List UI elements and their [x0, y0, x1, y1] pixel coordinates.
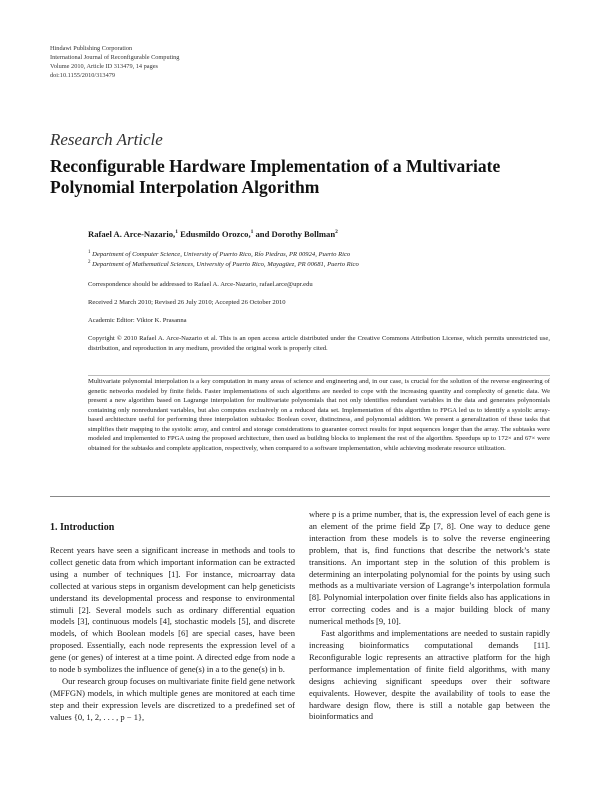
paragraph: Fast algorithms and implementations are needed to sustain rapidly increasing bioinformatics computational demands [11]. Reconfigurable logic represents an attractive platform for the high performance implementation of finite field algorithms, with many designs achieving significant speedups over their software equivalents. However, despite the availability of tools to ease the hardware design flow, there is still a notable gap between the bioinformatics and: [309, 628, 550, 722]
volume-info: Volume 2010, Article ID 313479, 14 pages: [50, 63, 158, 70]
right-column: [309, 509, 550, 723]
dates: Received 2 March 2010; Revised 26 July 2010; Accepted 26 October 2010: [88, 299, 286, 306]
paper-title: Reconfigurable Hardware Implementation of a Multivariate Polynomial Interpolation Algorithm: [50, 156, 501, 197]
affiliation: [88, 250, 550, 260]
left-column: [50, 545, 295, 724]
affiliation-mark: 2: [88, 259, 91, 265]
paragraph: where p is a prime number, that is, the expression level of each gene is an element of the prime field ℤp [7, 8]. One way to deduce gene interaction from these models is to solve the reverse engineering problem, that is, find functions that describe the network’s state transitions. An important step in the solution of this problem is determining an interpolating polynomial for the points by using such methods as a multivariate version of Lagrange’s interpolation formula [8]. Polynomial interpolation over finite fields also has applications in error correcting codes and is a major building block of many numerical methods [9, 10].: [309, 509, 550, 627]
author-name: and Dorothy Bollman: [253, 229, 336, 239]
abstract-divider: [88, 375, 550, 376]
journal-header: [50, 44, 179, 80]
copyright-notice: Copyright © 2010 Rafael A. Arce-Nazario et al. This is an open access article distributed under the Creative Commons Attribution License, which permits unrestricted use, distribution, and reproduction in any medium, provided the original work is properly cited.: [88, 335, 550, 352]
author-affil-mark: 1: [250, 229, 254, 236]
abstract: Multivariate polynomial interpolation is a key computation in many areas of science and engineering and, in our case, is crucial for the solution of the reverse engineering of genetic networks modeled by finite fields. Faster implementations of such algorithms are needed to cope with the increasing quantity and complexity of genetic data. We present a new algorithm based on Lagrange interpolation for multivariate polynomials that not only identifies redundant variables in the data and generates polynomials containing only nonredundant variables, but also computes exclusively on a reduced data set. Implementation of this algorithm to FPGA led us to identify a systolic array-based architecture useful for performing three interpolation subtasks: Boolean cover, distinctness, and polynomial addition. We present a generalization of these tasks that simplifies their mapping to the systolic array, and control and storage considerations to guarantee correct results for input sequences longer than the array. The subtasks were modeled and implemented to FPGA using the proposed architecture, then used as building blocks to implement the rest of the algorithm. Speedups up to 172× and 67× were obtained for the subtasks and complete application, respectively, when compared to a software implementation, while achieving moderate resource utilization.: [88, 378, 550, 452]
paragraph: Our research group focuses on multivariate finite field gene network (MFFGN) models, in which multiple genes are monitored at each time step and their expression levels are discretized to a predefined set of values {0, 1, 2, . . . , p − 1},: [50, 675, 295, 722]
correspondence: Correspondence should be addressed to Rafael A. Arce-Nazario, rafael.arce@upr.edu: [88, 281, 313, 288]
affiliation: [88, 260, 550, 270]
article-type: Research Article: [50, 130, 163, 149]
affiliation-text: Department of Mathematical Sciences, University of Puerto Rico, Mayagüez, PR 00681, Puerto Rico: [90, 260, 359, 268]
academic-editor: Academic Editor: Viktor K. Prasanna: [88, 317, 187, 324]
author-list: [88, 229, 338, 239]
doi: doi:10.1155/2010/313479: [50, 72, 116, 79]
author-name: Rafael A. Arce-Nazario,: [88, 229, 176, 239]
affiliation-text: Department of Computer Science, University of Puerto Rico, Río Piedras, PR 00924, Puerto Rico: [90, 251, 351, 258]
paragraph: Recent years have seen a significant increase in methods and tools to collect genetic data from which important information can be extracted using a number of techniques [1]. For instance, microarray data collected at various steps in organism development can help geneticists understand its developmental process and response to environmental stimuli [2]. Several models such as ordinary differential equation models [3], continuous models [4], stochastic models [5], and discrete models, of which Boolean models [6] are special cases, have been proposed. Essentially, each node represents the expression level of a gene (or genes) of interest at a time point. A directed edge from node a to node b symbolizes the influence of gene(s) in a to the gene(s) in b.: [50, 545, 295, 675]
author-affil-mark: 1: [175, 229, 178, 236]
section-title: 1. Introduction: [50, 522, 115, 533]
section-divider: [50, 496, 550, 497]
publisher: Hindawi Publishing Corporation: [50, 45, 133, 52]
author-affil-mark: 2: [335, 229, 338, 236]
affiliation-mark: 1: [88, 249, 91, 255]
affiliations: [88, 250, 550, 269]
journal-name: International Journal of Reconfigurable Computing: [50, 54, 180, 61]
author-name: Edusmildo Orozco,: [177, 229, 251, 239]
